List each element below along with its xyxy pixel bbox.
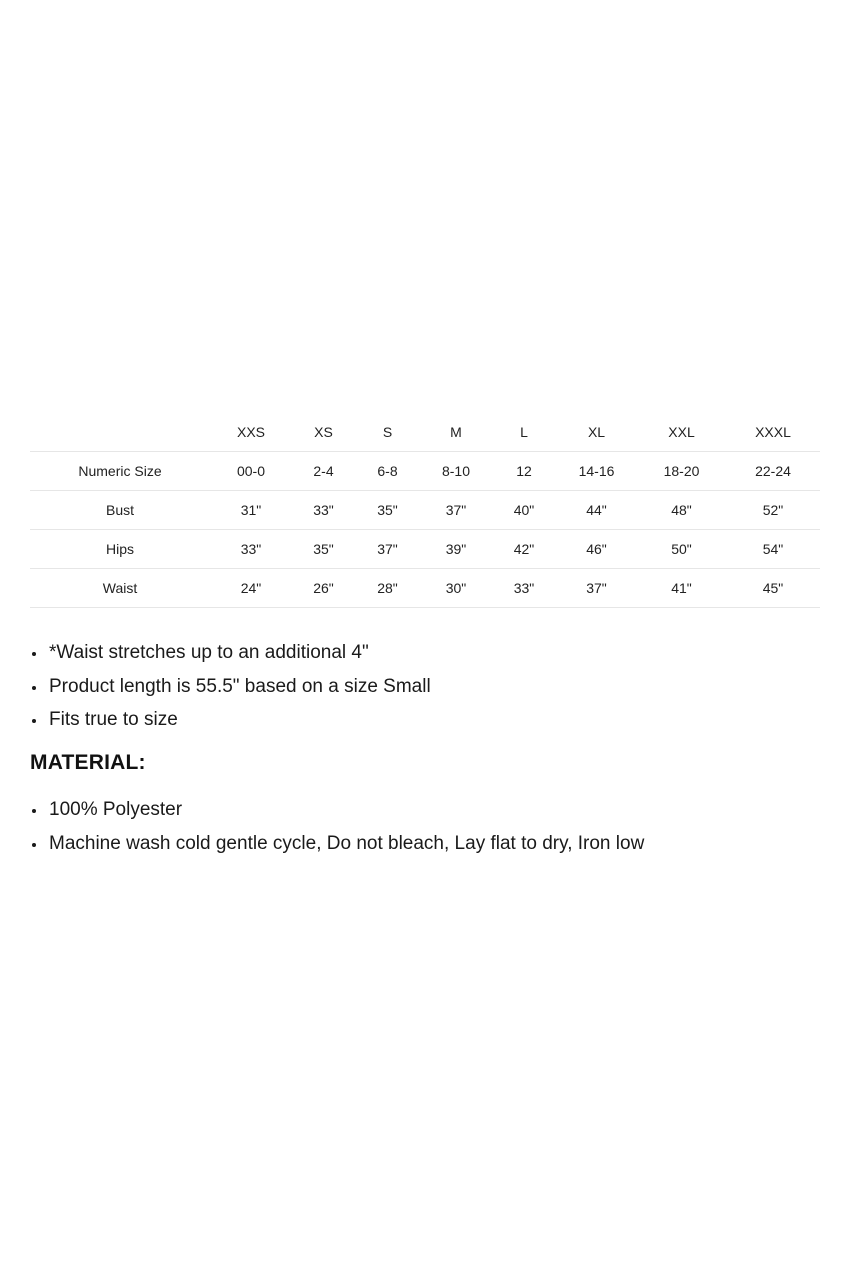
table-cell: 37" <box>420 491 492 530</box>
table-cell: 12 <box>492 452 556 491</box>
table-cell: 48" <box>637 491 726 530</box>
table-cell: 33" <box>292 491 355 530</box>
table-cell: 37" <box>556 569 637 608</box>
list-item: Fits true to size <box>30 703 431 737</box>
table-cell: 24" <box>210 569 292 608</box>
size-header-cell: XS <box>292 413 355 452</box>
size-header-cell: M <box>420 413 492 452</box>
table-cell: 45" <box>726 569 820 608</box>
fit-notes-list <box>30 636 431 737</box>
table-cell: 2-4 <box>292 452 355 491</box>
table-cell: 26" <box>292 569 355 608</box>
table-cell: 33" <box>210 530 292 569</box>
table-cell: 00-0 <box>210 452 292 491</box>
list-item: Machine wash cold gentle cycle, Do not bleach, Lay flat to dry, Iron low <box>30 827 644 861</box>
table-row <box>30 569 820 608</box>
size-header-cell: XXXL <box>726 413 820 452</box>
table-cell: 31" <box>210 491 292 530</box>
table-cell: 6-8 <box>355 452 420 491</box>
table-row <box>30 491 820 530</box>
size-header-cell: XXL <box>637 413 726 452</box>
table-cell: 52" <box>726 491 820 530</box>
table-cell: 22-24 <box>726 452 820 491</box>
table-cell: 14-16 <box>556 452 637 491</box>
size-header-row <box>30 413 820 452</box>
material-heading: MATERIAL: <box>30 751 146 774</box>
table-cell: 18-20 <box>637 452 726 491</box>
table-cell: 40" <box>492 491 556 530</box>
size-header-cell <box>30 413 210 452</box>
table-cell: 46" <box>556 530 637 569</box>
table-cell: 54" <box>726 530 820 569</box>
row-label: Numeric Size <box>30 452 210 491</box>
table-cell: 42" <box>492 530 556 569</box>
table-cell: 28" <box>355 569 420 608</box>
table-cell: 39" <box>420 530 492 569</box>
list-item: Product length is 55.5" based on a size Small <box>30 670 431 704</box>
table-row <box>30 452 820 491</box>
size-chart-table <box>30 413 820 608</box>
table-cell: 44" <box>556 491 637 530</box>
size-header-cell: XL <box>556 413 637 452</box>
table-cell: 37" <box>355 530 420 569</box>
table-cell: 33" <box>492 569 556 608</box>
table-cell: 30" <box>420 569 492 608</box>
list-item: *Waist stretches up to an additional 4" <box>30 636 431 670</box>
material-list <box>30 793 644 860</box>
row-label: Hips <box>30 530 210 569</box>
table-row <box>30 530 820 569</box>
table-cell: 35" <box>292 530 355 569</box>
size-header-cell: L <box>492 413 556 452</box>
size-header-cell: XXS <box>210 413 292 452</box>
size-header-cell: S <box>355 413 420 452</box>
row-label: Waist <box>30 569 210 608</box>
row-label: Bust <box>30 491 210 530</box>
list-item: 100% Polyester <box>30 793 644 827</box>
table-cell: 41" <box>637 569 726 608</box>
table-cell: 8-10 <box>420 452 492 491</box>
table-cell: 50" <box>637 530 726 569</box>
table-cell: 35" <box>355 491 420 530</box>
